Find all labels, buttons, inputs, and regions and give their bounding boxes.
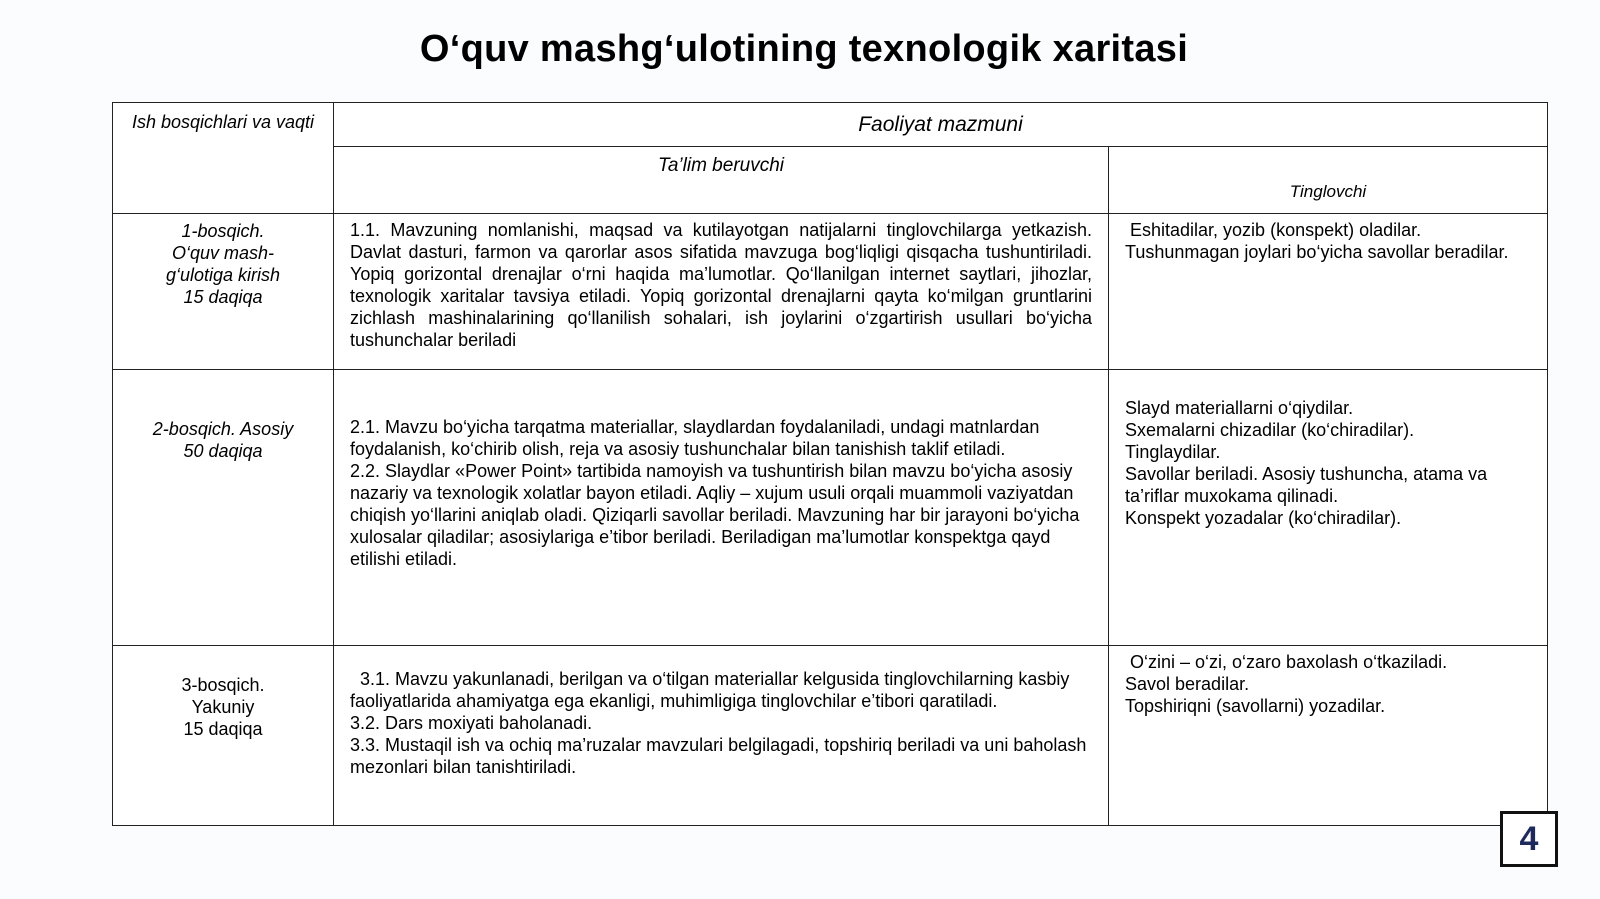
listener-line: Sxemalarni chizadilar (ko‘chiradilar). bbox=[1125, 420, 1415, 440]
listener-line: Konspekt yozadalar (ko‘chiradilar). bbox=[1125, 508, 1402, 528]
listener-activity-cell bbox=[1109, 370, 1548, 646]
listener-activity-cell bbox=[1109, 646, 1548, 826]
table-row bbox=[113, 370, 1548, 646]
listener-line: Tinglaydilar. bbox=[1125, 442, 1221, 462]
listener-line: Tushunmagan joylari bo‘yicha savollar beradilar. bbox=[1125, 242, 1509, 262]
listener-line: O‘zini – o‘zi, o‘zaro baxolash o‘tkaziladi. bbox=[1125, 652, 1448, 672]
teacher-paragraph: 3.2. Dars moxiyati baholanadi. bbox=[350, 713, 593, 733]
listener-line: Savol beradilar. bbox=[1125, 674, 1250, 694]
teacher-paragraph: 3.3. Mustaqil ish va ochiq ma’ruzalar mavzulari belgilagadi, topshiriq beriladi va uni baholash mezonlari bilan tanishtiriladi. bbox=[350, 735, 1087, 777]
teacher-paragraph: 1.1. Mavzuning nomlanishi, maqsad va kutilayotgan natijalarni tinglovchilarga yetkazish. Davlat dasturi, farmon va qarorlar asos sifatida mavzuga bog‘liqligi qisqacha tushuntiriladi. Yopiq gorizontal drenajlar o‘rni haqida ma’lumotlar. Qo‘llanilgan internet saytlari, jihozlar, texnologik xaritalar tavsiya etiladi. Yopiq gorizontal drenajlarni qayta ko‘milgan gruntlarini zichlash mashinalarining qo‘llanilish sohalari, ish joylarini o‘zgartirish usullari bo‘yicha tushunchalar beriladi bbox=[350, 220, 1092, 350]
stage-line: 15 daqiqa bbox=[183, 287, 263, 307]
stage-line: g‘ulotiga kirish bbox=[165, 265, 281, 285]
stage-line: 15 daqiqa bbox=[183, 719, 263, 739]
teacher-activity-cell bbox=[334, 370, 1109, 646]
table-row bbox=[113, 214, 1548, 370]
stage-line: O‘quv mash- bbox=[171, 243, 275, 263]
teacher-activity-cell bbox=[334, 646, 1109, 826]
slide-title: O‘quv mashg‘ulotining texnologik xaritasi bbox=[419, 28, 1189, 70]
stage-line: Yakuniy bbox=[191, 697, 255, 717]
listener-activity-cell bbox=[1109, 214, 1548, 370]
page-number-badge bbox=[1500, 811, 1558, 867]
listener-line: Slayd materiallarni o‘qiydilar. bbox=[1125, 398, 1354, 418]
teacher-paragraph: 3.1. Mavzu yakunlanadi, berilgan va o‘tilgan materiallar kelgusida tinglovchilarning kasbiy faoliyatlarida ahamiyatga ega ekanligi, muhimligiga tinglovchilar e’tibori qaratiladi. bbox=[350, 669, 1075, 711]
table-row bbox=[113, 646, 1548, 826]
teacher-activity-cell bbox=[334, 214, 1109, 370]
stage-line: 1-bosqich. bbox=[181, 221, 265, 241]
technology-map-table bbox=[112, 102, 1548, 826]
page-number: 4 bbox=[1519, 819, 1539, 858]
teacher-paragraph: 2.1. Mavzu bo‘yicha tarqatma materiallar, slaydlardan foydalaniladi, undagi matnlardan foydalanish, ko‘chirib olish, reja va asosiy tushunchalar bilan tanishish taklif etiladi. bbox=[350, 417, 1040, 459]
listener-line: Eshitadilar, yozib (konspekt) oladilar. bbox=[1125, 220, 1422, 240]
listener-line: Savollar beriladi. Asosiy tushuncha, atama va ta’riflar muxokama qilinadi. bbox=[1125, 464, 1488, 506]
stage-cell bbox=[113, 646, 334, 826]
listener-column-header: Tinglovchi bbox=[1109, 147, 1548, 214]
stage-line: 50 daqiqa bbox=[183, 441, 263, 461]
stage-column-header: Ish bosqichlari va vaqti bbox=[113, 103, 334, 214]
teacher-paragraph: 2.2. Slaydlar «Power Point» tartibida namoyish va tushuntirish bilan mavzu bo‘yicha asosiy nazariy va texnologik xolatlar bayon etiladi. Aqliy – xujum usuli orqali muammoli vaziyatdan chiqish yo‘llarini aniqlab oladi. Qiziqarli savollar beriladi. Mavzuning har bir jarayoni bo‘yicha xulosalar qiladilar; asosiylariga e’tibor beriladi. Beriladigan ma’lumotlar konspektga qayd etilishi etiladi. bbox=[350, 461, 1080, 569]
stage-line: 2-bosqich. Asosiy bbox=[152, 419, 294, 439]
teacher-column-header: Ta’lim beruvchi bbox=[334, 147, 1109, 214]
stage-cell bbox=[113, 214, 334, 370]
activity-content-header: Faoliyat mazmuni bbox=[334, 103, 1548, 147]
stage-cell bbox=[113, 370, 334, 646]
stage-line: 3-bosqich. bbox=[181, 675, 265, 695]
listener-line: Topshiriqni (savollarni) yozadilar. bbox=[1125, 696, 1386, 716]
